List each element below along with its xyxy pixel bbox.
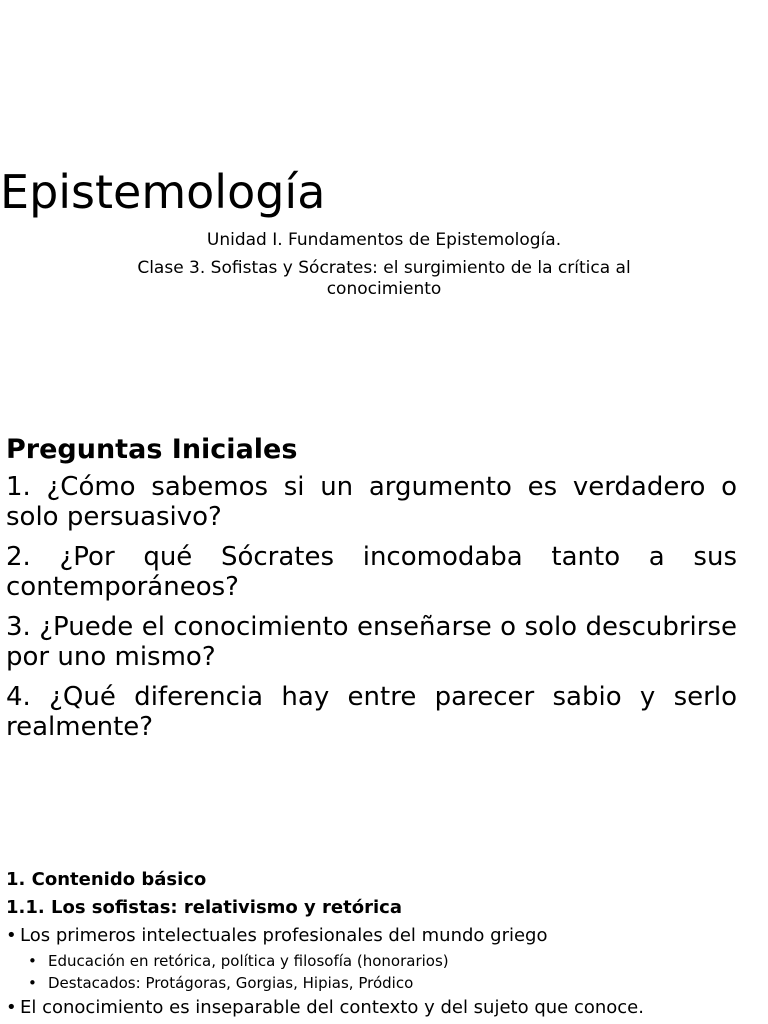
- sub-bullet-item: [6, 950, 746, 972]
- sub-bullet-text: Educación en retórica, política y filosofía (honorarios): [48, 952, 449, 970]
- question-item: 4. ¿Qué diferencia hay entre parecer sabio y serlo realmente?: [6, 682, 737, 742]
- basic-content-section: [6, 866, 746, 1022]
- unit-subtitle: [0, 229, 768, 251]
- sub-bullet-icon: •: [28, 974, 37, 992]
- sub-bullet-item: [6, 972, 746, 994]
- question-item: 3. ¿Puede el conocimiento enseñarse o solo descubrirse por uno mismo?: [6, 612, 737, 672]
- bullet-text: El conocimiento es inseparable del contexto y del sujeto que conoce.: [20, 997, 644, 1018]
- document-title: Epistemología: [0, 165, 326, 219]
- bullet-text: Los primeros intelectuales profesionales del mundo griego: [20, 925, 548, 946]
- content-heading: 1. Contenido básico: [6, 869, 207, 890]
- questions-heading: Preguntas Iniciales: [6, 434, 298, 465]
- unit-text: Unidad I. Fundamentos de Epistemología.: [206, 230, 562, 250]
- bullet-item: [6, 994, 746, 1022]
- content-subheading: 1.1. Los sofistas: relativismo y retórica: [6, 897, 402, 918]
- sub-bullet-icon: •: [28, 952, 37, 970]
- question-item: 1. ¿Cómo sabemos si un argumento es verdadero o solo persuasivo?: [6, 472, 737, 532]
- bullet-icon: •: [6, 925, 17, 946]
- question-item: 2. ¿Por qué Sócrates incomodaba tanto a sus contemporáneos?: [6, 542, 737, 602]
- bullet-item: [6, 922, 746, 950]
- bullet-icon: •: [6, 997, 17, 1018]
- initial-questions-section: [6, 432, 737, 742]
- class-subtitle: [90, 258, 678, 300]
- class-text: Clase 3. Sofistas y Sócrates: el surgimiento de la crítica al conocimiento: [137, 258, 631, 299]
- sub-bullet-text: Destacados: Protágoras, Gorgias, Hipias, Pródico: [48, 974, 414, 992]
